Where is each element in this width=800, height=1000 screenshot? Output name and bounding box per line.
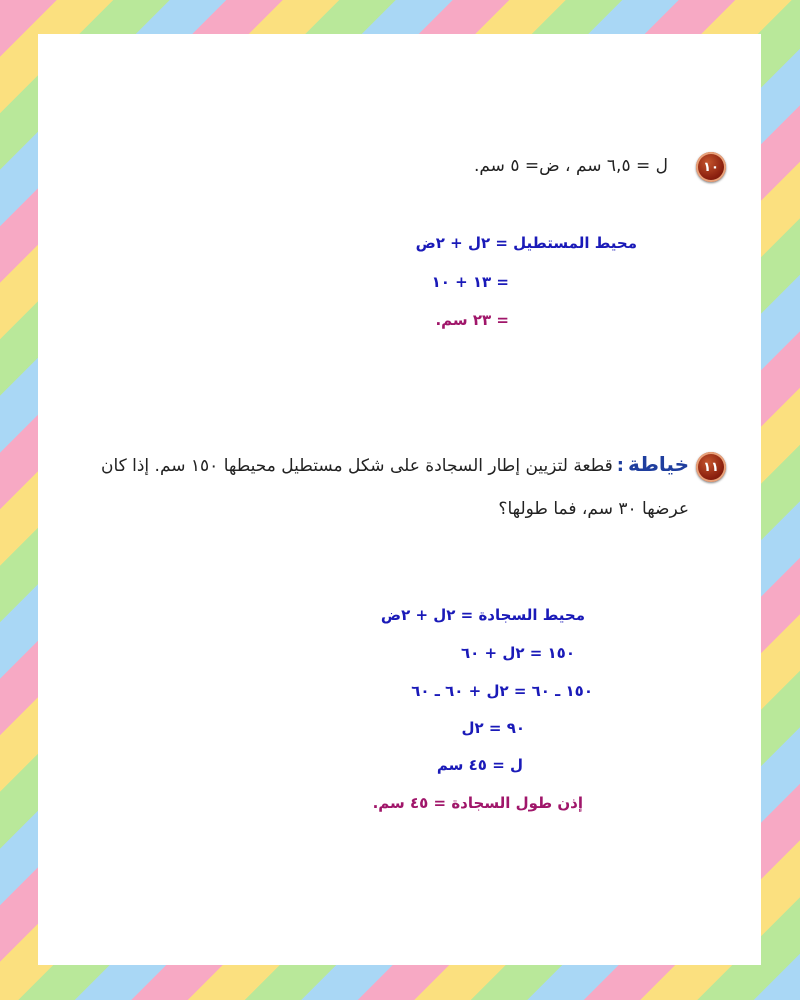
question-11-badge [696, 452, 726, 482]
q10-solution-line-1: محيط المستطيل = ٢ل + ٢ض [415, 234, 637, 252]
question-11-statement-line-2: عرضها ٣٠ سم، فما طولها؟ [498, 499, 689, 519]
question-10-badge [696, 152, 726, 182]
question-10-number: ١٠ [703, 159, 719, 175]
q11-solution-line-2: ١٥٠ = ٢ل + ٦٠ [461, 644, 575, 662]
question-11-colon: : [616, 455, 624, 476]
q10-solution-line-2: = ١٣ + ١٠ [431, 273, 509, 291]
q11-answer-line: إذن طول السجادة = ٤٥ سم. [372, 794, 583, 812]
question-10-statement: ل = ٦,٥ سم ، ض= ٥ سم. [473, 156, 668, 176]
q11-solution-line-5: ل = ٤٥ سم [436, 756, 523, 774]
q10-answer-line: = ٢٣ سم. [435, 311, 509, 329]
q11-solution-line-3: ١٥٠ ـ ٦٠ = ٢ل + ٦٠ ـ ٦٠ [411, 682, 593, 700]
q11-solution-line-4: ٩٠ = ٢ل [461, 719, 525, 737]
question-11-statement-line-1: قطعة لتزيين إطار السجادة على شكل مستطيل محيطها ١٥٠ سم. إذا كان [100, 456, 613, 476]
q11-solution-line-1: محيط السجادة = ٢ل + ٢ض [380, 606, 585, 624]
question-11-header [101, 452, 689, 476]
question-11-title: خياطة [627, 452, 689, 476]
worksheet-page [38, 34, 761, 965]
question-11-number: ١١ [703, 459, 719, 475]
